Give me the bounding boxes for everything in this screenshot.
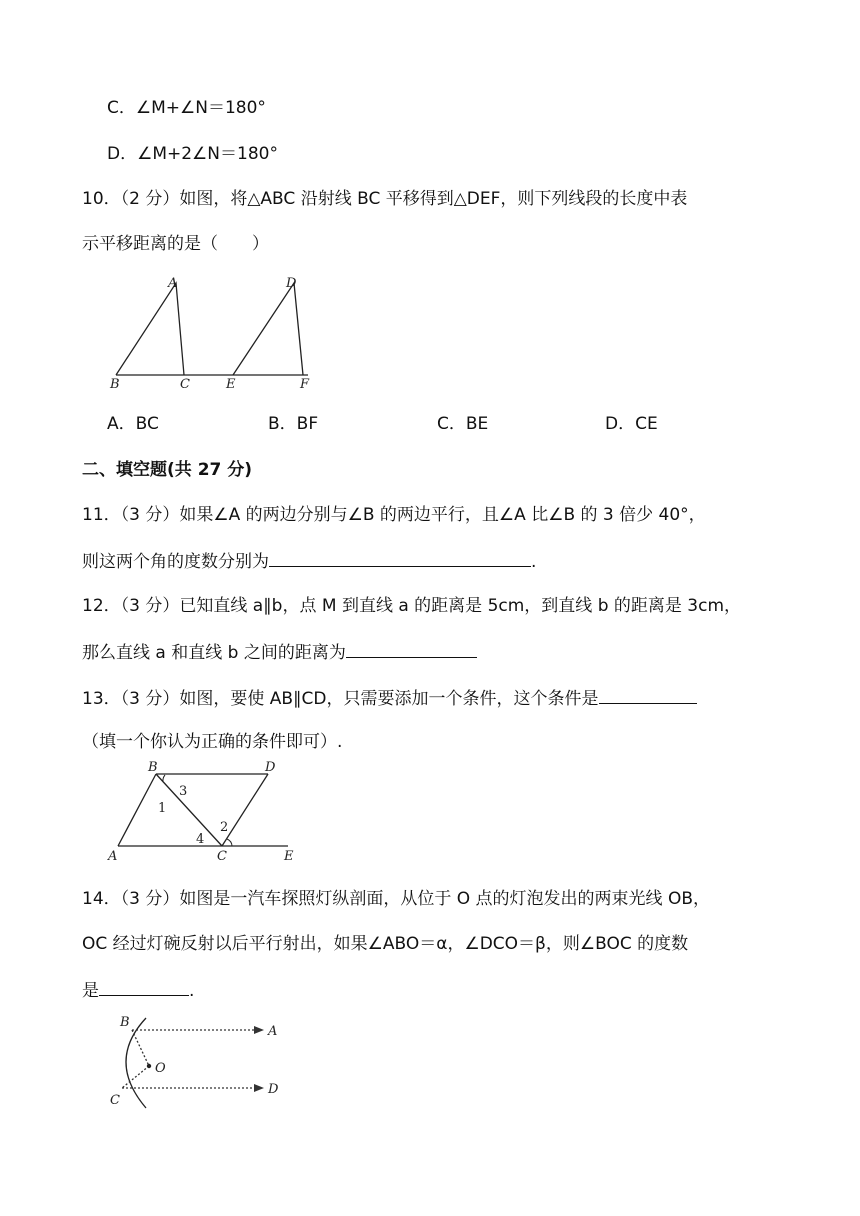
- q14-prefix: 是: [82, 981, 99, 1001]
- q13-angle-3: 3: [179, 784, 188, 799]
- q14-label-b: B: [120, 1015, 130, 1030]
- q13-stem-line2: （填一个你认为正确的条件即可）.: [82, 732, 343, 752]
- q10-stem-line2: 示平移距离的是（ ）: [82, 234, 269, 254]
- q13-angle-2: 2: [220, 820, 229, 835]
- q14-arrow-d: [254, 1084, 264, 1092]
- q13-angle-4: 4: [196, 832, 205, 847]
- q13-answer-blank: [599, 685, 697, 704]
- q13-figure: [108, 760, 298, 864]
- q13-label-c: C: [217, 849, 227, 864]
- q10-option-c: C．BE: [437, 414, 489, 434]
- q10-label-d: D: [286, 276, 297, 291]
- q11-stem-line1: 11．（3 分）如果∠A 的两边分别与∠B 的两边平行，且∠A 比∠B 的 3 倍少 40°，: [82, 505, 706, 525]
- q14-answer-blank: [99, 977, 189, 996]
- q14-point-o: [147, 1064, 151, 1068]
- q10-figure: [108, 275, 338, 390]
- q11-stem-line2: [82, 548, 536, 574]
- q9-option-c: C．∠M+∠N＝180°: [107, 98, 266, 118]
- q14-stem-line1: 14．（3 分）如图是一汽车探照灯纵剖面，从位于 O 点的灯泡发出的两束光线 OB，: [82, 889, 710, 909]
- q14-reflector-curve: [126, 1018, 146, 1108]
- section2-title: 二、填空题(共 27 分): [82, 460, 253, 480]
- q13-angle-1: 1: [158, 801, 167, 816]
- q14-label-d: D: [268, 1082, 279, 1097]
- q10-triangle-def: [233, 283, 303, 375]
- q13-label-a: A: [108, 849, 118, 864]
- q14-suffix: .: [189, 981, 195, 1001]
- q11-answer-blank: [269, 548, 531, 567]
- q10-label-e: E: [226, 377, 236, 392]
- q13-arc-2: [227, 839, 232, 846]
- q13-line-ab: [118, 774, 156, 846]
- q11-prefix: 则这两个角的度数分别为: [82, 552, 269, 572]
- q12-stem-line2: [82, 639, 477, 665]
- q12-stem-line1: 12．（3 分）已知直线 a∥b，点 M 到直线 a 的距离是 5cm，到直线 b 的距离是 3cm，: [82, 596, 742, 616]
- q14-label-c: C: [110, 1093, 120, 1108]
- q12-answer-blank: [346, 639, 477, 658]
- q9-option-d: D．∠M+2∠N＝180°: [107, 144, 278, 164]
- q10-option-b: B．BF: [268, 414, 319, 434]
- q11-suffix: .: [531, 552, 537, 572]
- q14-stem-line2: OC 经过灯碗反射以后平行射出，如果∠ABO＝α，∠DCO＝β，则∠BOC 的度数: [82, 934, 689, 954]
- q10-label-f: F: [300, 377, 310, 392]
- q14-ray-ob: [132, 1030, 149, 1066]
- q10-label-a: A: [168, 276, 178, 291]
- q13-line-cd: [222, 774, 268, 846]
- q13-stem-line1: [82, 685, 697, 711]
- q10-option-a: A．BC: [107, 414, 159, 434]
- q10-triangle-abc: [116, 283, 184, 375]
- q14-label-a: A: [268, 1024, 278, 1039]
- q12-prefix: 那么直线 a 和直线 b 之间的距离为: [82, 643, 346, 663]
- q14-stem-line3: [82, 977, 194, 1003]
- q14-label-o: O: [155, 1061, 166, 1076]
- q14-arrow-a: [254, 1026, 264, 1034]
- q13-prefix: 13．（3 分）如图，要使 AB∥CD，只需要添加一个条件，这个条件是: [82, 689, 599, 709]
- q10-option-d: D．CE: [605, 414, 658, 434]
- q13-label-b: B: [148, 760, 158, 775]
- q13-label-e: E: [284, 849, 294, 864]
- q10-label-c: C: [180, 377, 190, 392]
- q10-label-b: B: [110, 377, 120, 392]
- q14-figure: [104, 1016, 304, 1116]
- q13-label-d: D: [265, 760, 276, 775]
- q10-stem-line1: 10．（2 分）如图，将△ABC 沿射线 BC 平移得到△DEF，则下列线段的长度中表: [82, 189, 688, 209]
- q13-arc-3: [163, 775, 165, 782]
